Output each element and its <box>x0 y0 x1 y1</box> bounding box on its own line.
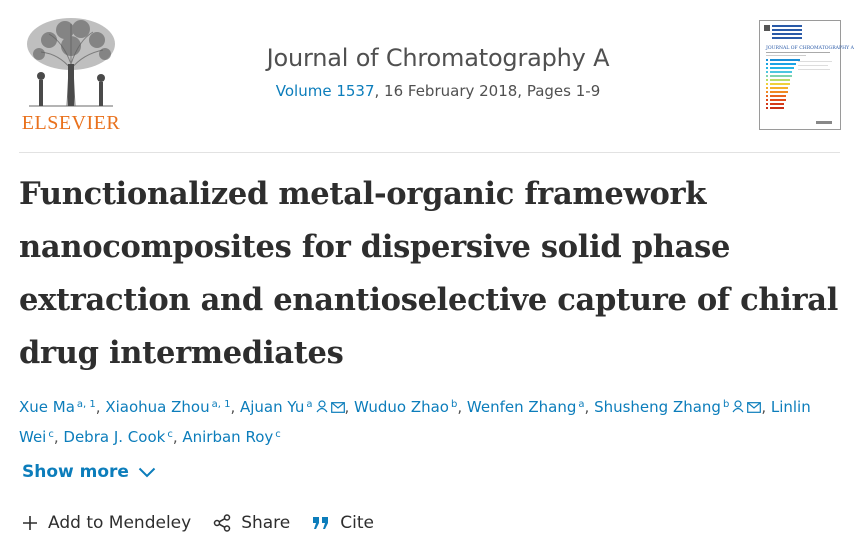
author-name: Linlin Wei <box>19 398 811 446</box>
author-separator: , <box>230 398 240 416</box>
author-name: Xue Ma <box>19 398 75 416</box>
author-affiliation: a <box>578 399 585 410</box>
author-link[interactable] <box>240 398 345 416</box>
author-name: Ajuan Yu <box>240 398 305 416</box>
author-affiliation: c <box>48 429 54 440</box>
author-link[interactable] <box>19 398 96 416</box>
author-separator: , <box>53 428 64 446</box>
journal-cover-thumbnail[interactable] <box>759 20 854 130</box>
journal-info <box>150 44 726 100</box>
share-button[interactable] <box>213 513 290 533</box>
journal-title-link[interactable]: Journal of Chromatography A <box>266 44 610 72</box>
author-affiliation: c <box>275 429 281 440</box>
volume-link[interactable]: Volume 1537 <box>275 82 375 100</box>
author-name: Debra J. Cook <box>63 428 166 446</box>
author-name: Anirban Roy <box>182 428 274 446</box>
author-affiliation: c <box>167 429 173 440</box>
author-name: Shusheng Zhang <box>594 398 721 416</box>
quote-icon <box>312 515 330 531</box>
article-title-line: extraction and enantioselective capture of chiral <box>19 282 839 318</box>
person-icon <box>316 400 328 413</box>
person-icon <box>732 400 744 413</box>
author-name: Wenfen Zhang <box>466 398 577 416</box>
author-link[interactable] <box>594 398 761 416</box>
author-separator: , <box>95 398 106 416</box>
author-affiliation: a, 1 <box>76 399 96 410</box>
author-separator: , <box>584 398 595 416</box>
author-affiliation: a <box>306 399 313 410</box>
cover-image <box>760 21 854 129</box>
show-more-label: Show more <box>22 462 129 482</box>
show-more-button[interactable] <box>22 462 156 482</box>
author-separator: , <box>344 398 355 416</box>
article-actions <box>22 513 396 533</box>
add-to-mendeley-button[interactable] <box>22 513 191 533</box>
publisher-name: ELSEVIER <box>21 112 121 134</box>
author-link[interactable] <box>182 428 280 446</box>
header-divider <box>19 152 840 153</box>
envelope-icon[interactable] <box>331 402 345 413</box>
author-name: Xiaohua Zhou <box>105 398 210 416</box>
author-affiliation: b <box>450 399 458 410</box>
author-link[interactable] <box>354 398 457 416</box>
article-title-line: drug intermediates <box>19 335 344 371</box>
journal-header <box>0 0 864 152</box>
author-link[interactable] <box>105 398 230 416</box>
cover-stripes <box>772 25 802 39</box>
elsevier-logo[interactable] <box>19 14 123 136</box>
author-link[interactable] <box>63 428 172 446</box>
author-name: Wuduo Zhao <box>354 398 449 416</box>
cite-button[interactable] <box>312 513 374 533</box>
elsevier-tree-icon <box>19 14 123 110</box>
author-separator: , <box>457 398 467 416</box>
journal-issue-info <box>150 82 726 100</box>
chevron-down-icon <box>138 467 156 478</box>
author-separator: , <box>761 398 771 416</box>
author-link[interactable] <box>467 398 585 416</box>
article-title-line: Functionalized metal-organic framework <box>19 176 707 212</box>
author-separator: , <box>172 428 183 446</box>
issue-details: , 16 February 2018, Pages 1-9 <box>374 82 601 100</box>
cite-label: Cite <box>340 513 374 533</box>
article-title <box>19 168 839 380</box>
plus-icon <box>22 515 38 531</box>
author-list <box>19 391 847 451</box>
cover-title-text: JOURNAL OF CHROMATOGRAPHY A <box>766 46 854 51</box>
author-affiliation: a, 1 <box>211 399 231 410</box>
share-icon <box>213 514 231 532</box>
article-title-line: nanocomposites for dispersive solid phase <box>19 229 731 265</box>
envelope-icon[interactable] <box>747 402 761 413</box>
share-label: Share <box>241 513 291 533</box>
mendeley-label: Add to Mendeley <box>48 513 192 533</box>
author-affiliation: b <box>722 399 730 410</box>
